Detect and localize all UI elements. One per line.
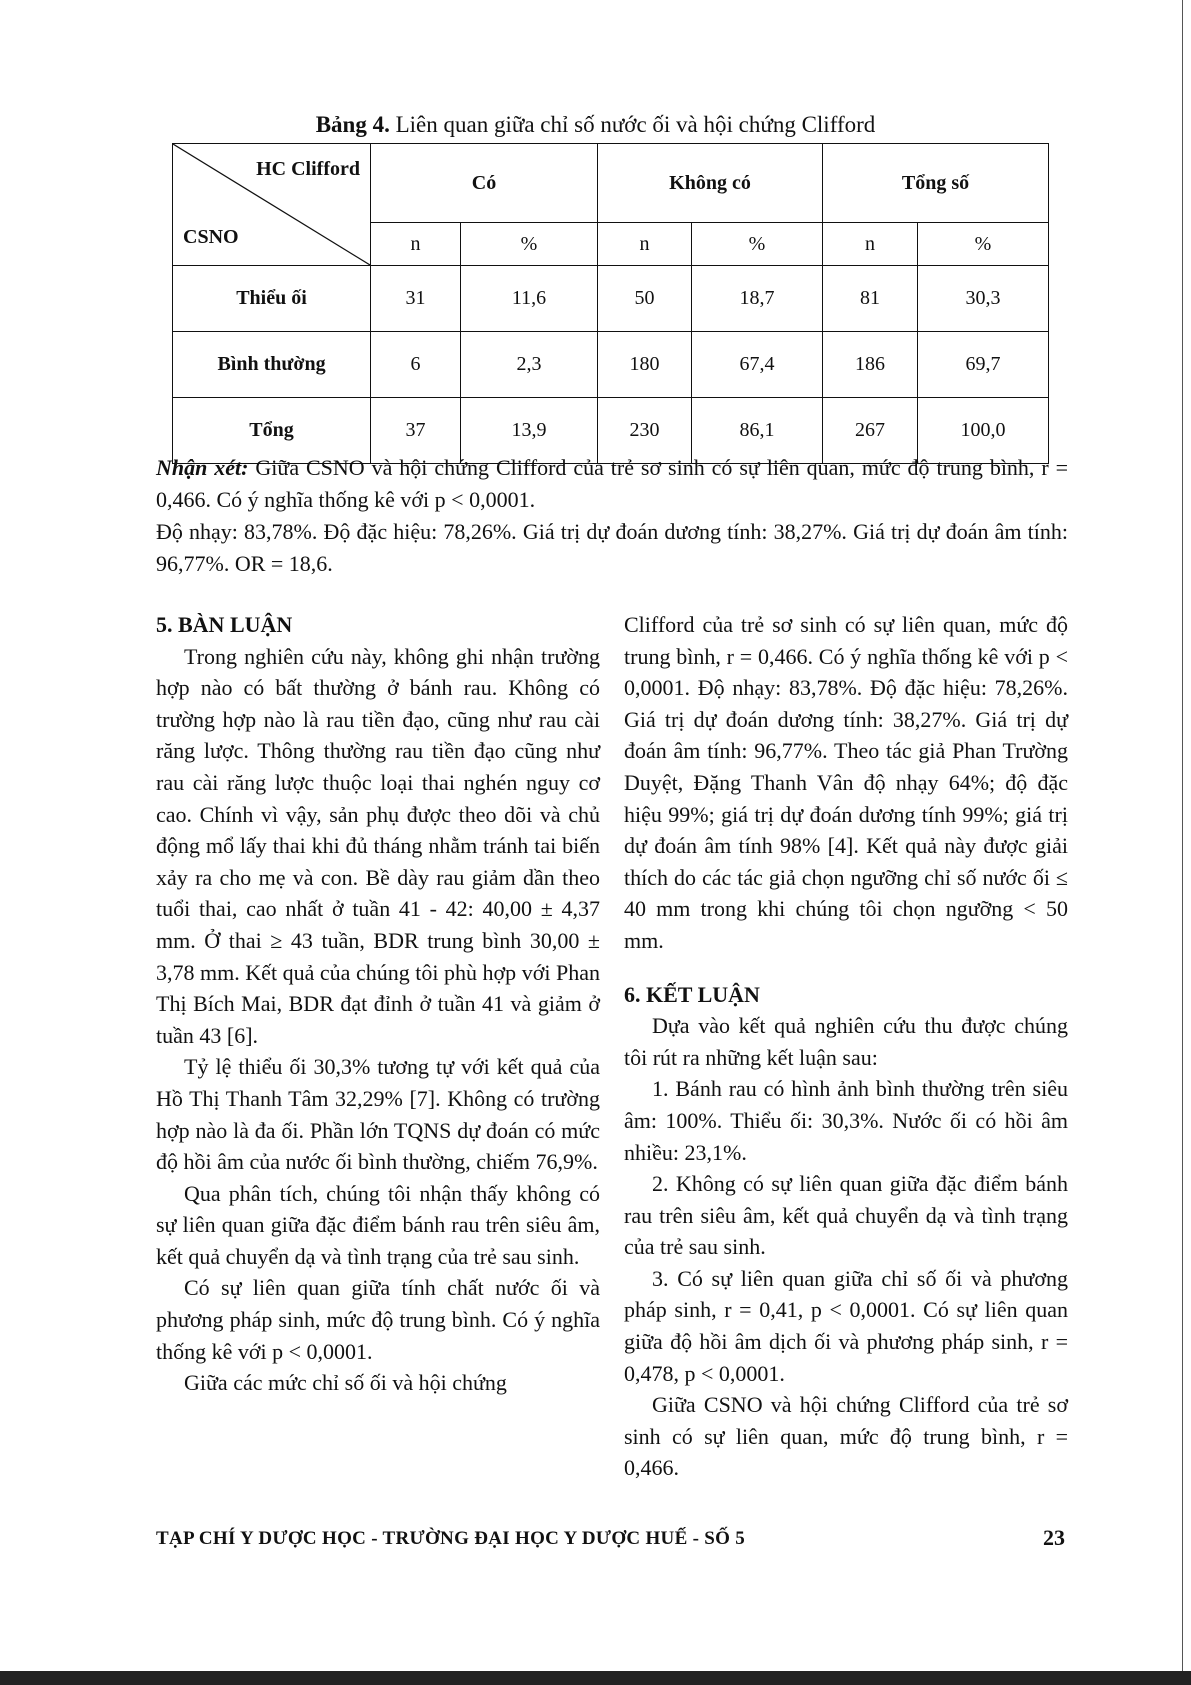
table-cell: 100,0 (918, 398, 1049, 464)
table-cell: 69,7 (918, 332, 1049, 398)
group-header: Có (371, 144, 598, 223)
left-column (156, 609, 600, 1399)
table-cell: 18,7 (692, 266, 823, 332)
row-label: Thiểu ối (173, 266, 371, 332)
group-header: Tổng số (823, 144, 1049, 223)
scan-edge-band (0, 1671, 1191, 1685)
table-cell: 11,6 (461, 266, 598, 332)
table-cell: 86,1 (692, 398, 823, 464)
table-row (173, 266, 1049, 332)
sub-header: n (823, 223, 918, 266)
table-caption (0, 112, 1191, 138)
corner-row-label: CSNO (183, 226, 239, 248)
data-table (172, 143, 1049, 464)
paragraph: Trong nghiên cứu này, không ghi nhận trường hợp nào có bất thường ở bánh rau. Không có trường hợp nào là rau tiền đạo, cũng như rau cài răng lược. Thông thường rau tiền đạo cũng như rau cài răng lược thuộc loại thai nghén nguy cơ cao. Chính vì vậy, sản phụ được theo dõi và chủ động mổ lấy thai khi đủ tháng nhằm tránh tai biến xảy ra cho mẹ và con. Bề dày rau giảm dần theo tuổi thai, cao nhất ở tuần 41 - 42: 40,00 ± 4,37 mm. Ở thai ≥ 43 tuần, BDR trung bình 30,00 ± 3,78 mm. Kết quả của chúng tôi phù hợp với Phan Thị Bích Mai, BDR đạt đỉnh ở tuần 41 và giảm ở tuần 43 [6]. (156, 643, 600, 1048)
table-corner-cell (173, 144, 371, 266)
paragraph: Tỷ lệ thiểu ối 30,3% tương tự với kết quả của Hồ Thị Thanh Tâm 32,29% [7]. Không có trường hợp nào là đa ối. Phần lớn TQNS dự đoán có mức độ hồi âm của nước ối bình thường, chiếm 76,9%. (156, 1054, 600, 1175)
table-cell: 230 (598, 398, 692, 464)
paragraph: Giữa CSNO và hội chứng Clifford của trẻ sơ sinh có sự liên quan, mức độ trung bình, r = 0,466. (624, 1392, 1068, 1481)
section-heading-conclusion: 6. KẾT LUẬN (624, 981, 760, 1007)
table-cell: 267 (823, 398, 918, 464)
table-cell: 50 (598, 266, 692, 332)
table-cell: 180 (598, 332, 692, 398)
table-header-row (173, 144, 1049, 223)
table-cell: 30,3 (918, 266, 1049, 332)
row-label: Tổng (173, 398, 371, 464)
table-row (173, 332, 1049, 398)
sub-header: % (918, 223, 1049, 266)
page-edge-line (1182, 0, 1183, 1685)
table-remark (156, 452, 1068, 516)
group-header: Không có (598, 144, 823, 223)
sub-header: n (598, 223, 692, 266)
table-cell: 186 (823, 332, 918, 398)
corner-col-label: HC Clifford (256, 158, 360, 180)
table-cell: 2,3 (461, 332, 598, 398)
paragraph: Có sự liên quan giữa tính chất nước ối và phương pháp sinh, mức độ trung bình. Có ý nghĩa thống kê với p < 0,0001. (156, 1275, 600, 1364)
journal-footer: TẠP CHÍ Y DƯỢC HỌC - TRƯỜNG ĐẠI HỌC Y DƯỢC HUẾ - SỐ 5 (156, 1528, 746, 1549)
table-cell: 81 (823, 266, 918, 332)
sub-header: n (371, 223, 461, 266)
paragraph: 2. Không có sự liên quan giữa đặc điểm bánh rau trên siêu âm, kết quả chuyển dạ và tình trạng của trẻ sau sinh. (624, 1171, 1068, 1260)
section-heading-discussion: 5. BÀN LUẬN (156, 612, 293, 637)
paragraph: 3. Có sự liên quan giữa chỉ số ối và phương pháp sinh, r = 0,41, p < 0,0001. Có sự liên quan giữa độ hồi âm dịch ối và phương pháp sinh, r = 0,478, p < 0,0001. (624, 1265, 1068, 1386)
paragraph: 1. Bánh rau có hình ảnh bình thường trên siêu âm: 100%. Thiểu ối: 30,3%. Nước ối có hồi âm nhiều: 23,1%. (624, 1076, 1068, 1165)
table-cell: 13,9 (461, 398, 598, 464)
table-cell: 67,4 (692, 332, 823, 398)
paragraph: Dựa vào kết quả nghiên cứu thu được chúng tôi rút ra những kết luận sau: (624, 1013, 1068, 1070)
table-cell: 37 (371, 398, 461, 464)
remark-line1: Giữa CSNO và hội chứng Clifford của trẻ sơ sinh có sự liên quan, mức độ trung bình, r = 0,466. Có ý nghĩa thống kê với p < 0,0001. (156, 455, 1069, 512)
sub-header: % (461, 223, 598, 266)
row-label: Bình thường (173, 332, 371, 398)
table-cell: 31 (371, 266, 461, 332)
page-number: 23 (1043, 1525, 1065, 1550)
table-cell: 6 (371, 332, 461, 398)
remark-label: Nhận xét: (156, 455, 249, 480)
paragraph-continuation: Clifford của trẻ sơ sinh có sự liên quan, mức độ trung bình, r = 0,466. Có ý nghĩa thống kê với p < 0,0001. Độ nhạy: 83,78%. Độ đặc hiệu: 78,26%. Giá trị dự đoán dương tính: 38,27%. Giá trị dự đoán âm tính: 96,77%. Theo tác giả Phan Trường Duyệt, Đặng Thanh Vân độ nhạy 64%; độ đặc hiệu 99%; giá trị dự đoán dương tính 99%; giá trị dự đoán âm tính 98% [4]. Kết quả này được giải thích do các tác giả chọn ngưỡng chỉ số nước ối ≤ 40 mm trong khi chúng tôi chọn ngưỡng < 50 mm. (624, 612, 1068, 953)
table-caption-text: Liên quan giữa chỉ số nước ối và hội chứng Clifford (389, 112, 876, 137)
paragraph: Qua phân tích, chúng tôi nhận thấy không có sự liên quan giữa đặc điểm bánh rau trên siêu âm, kết quả chuyển dạ và tình trạng của trẻ sau sinh. (156, 1180, 600, 1269)
sub-header: % (692, 223, 823, 266)
remark-line2: Độ nhạy: 83,78%. Độ đặc hiệu: 78,26%. Giá trị dự đoán dương tính: 38,27%. Giá trị dự đoán âm tính: 96,77%. OR = 18,6. (156, 519, 1068, 576)
right-column (624, 609, 1068, 1484)
table-caption-label: Bảng 4. (315, 112, 390, 137)
paragraph: Giữa các mức chỉ số ối và hội chứng (184, 1370, 507, 1396)
